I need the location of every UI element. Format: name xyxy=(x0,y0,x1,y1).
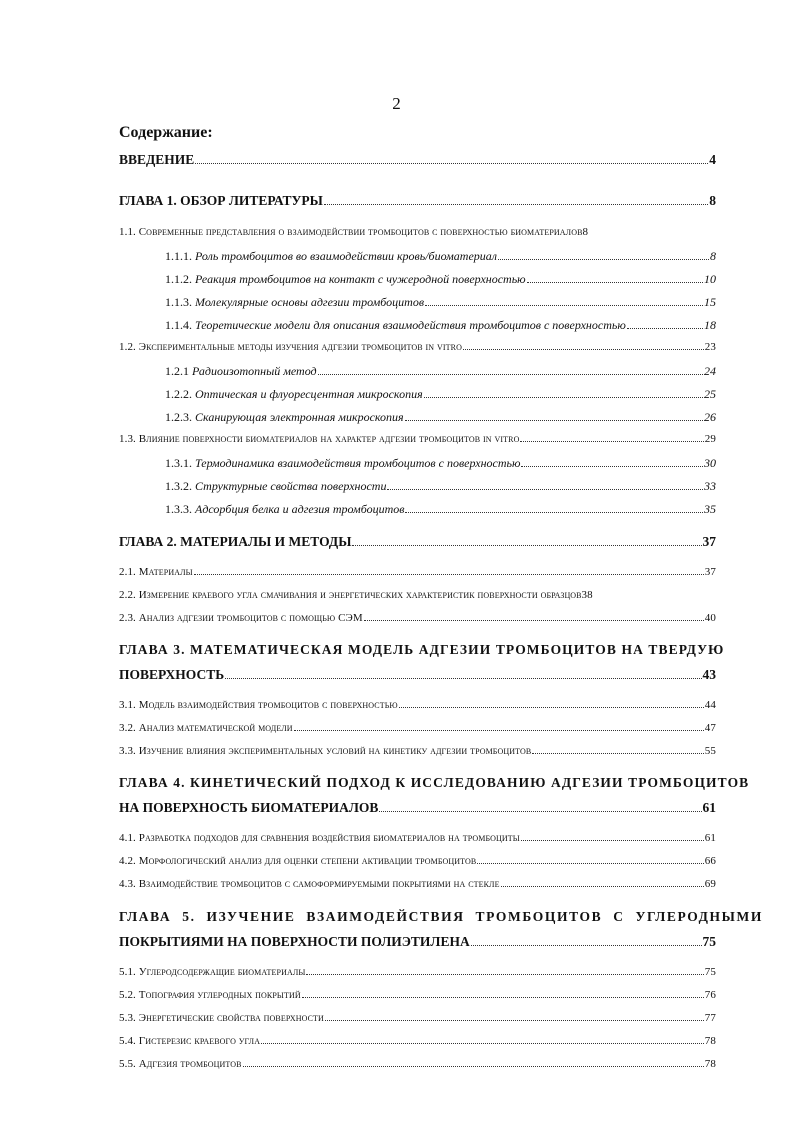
toc-subsection-1-1-2[interactable] xyxy=(165,272,716,287)
toc-chapter-4-line2[interactable] xyxy=(119,800,716,816)
toc-title: 1.1.1. Роль тромбоцитов во взаимодействии кровь/биоматериал xyxy=(165,249,498,263)
toc-page: 37 xyxy=(702,534,716,549)
toc-title: ГЛАВА 2. МАТЕРИАЛЫ И МЕТОДЫ xyxy=(119,534,352,549)
toc-page: 77 xyxy=(704,1012,716,1024)
toc-title: 1.3. Влияние поверхности биоматериалов на характер адгезии тромбоцитов in vitro xyxy=(119,433,520,445)
toc-page: 40 xyxy=(704,612,716,624)
toc-page: 15 xyxy=(704,295,716,309)
toc-title: ГЛАВА 5. ИЗУЧЕНИЕ ВЗАИМОДЕЙСТВИЯ ТРОМБОЦИТОВ С УГЛЕРОДНЫМИ xyxy=(119,909,763,924)
toc-subsection-1-1-3[interactable] xyxy=(165,295,716,310)
toc-page: 30 xyxy=(704,456,716,470)
toc-title: НА ПОВЕРХНОСТЬ БИОМАТЕРИАЛОВ xyxy=(119,800,379,815)
toc-title: 3.1. Модель взаимодействия тромбоцитов с поверхностью xyxy=(119,699,398,711)
toc-chapter-2[interactable] xyxy=(119,534,716,550)
toc-page: 35 xyxy=(704,502,716,516)
toc-chapter-5-line1[interactable] xyxy=(119,909,763,925)
toc-subsection-1-2-3[interactable] xyxy=(165,410,716,425)
toc-title: 5.2. Топография углеродных покрытий xyxy=(119,989,301,1001)
toc-section-2-3[interactable] xyxy=(119,612,716,624)
toc-section-1-2[interactable] xyxy=(119,341,716,353)
toc-page: 75 xyxy=(704,966,716,978)
toc-page: 66 xyxy=(704,855,716,867)
toc-title: 5.3. Энергетические свойства поверхности xyxy=(119,1012,324,1024)
toc-title: 1.1.4. Теоретические модели для описания взаимодействия тромбоцитов с поверхностью xyxy=(165,318,626,332)
toc-title: 1.2.3. Сканирующая электронная микроскопия xyxy=(165,410,404,424)
toc-intro[interactable] xyxy=(119,152,716,168)
toc-subsection-1-1-4[interactable] xyxy=(165,318,716,333)
toc-page: 18 xyxy=(704,318,716,332)
toc-title: 1.2. Экспериментальные методы изучения адгезии тромбоцитов in vitro xyxy=(119,341,462,353)
toc-page: 69 xyxy=(704,878,716,890)
toc-subsection-1-2-2[interactable] xyxy=(165,387,716,402)
toc-page: 55 xyxy=(704,745,716,757)
toc-title: ПОКРЫТИЯМИ НА ПОВЕРХНОСТИ ПОЛИЭТИЛЕНА xyxy=(119,934,470,949)
toc-section-1-1[interactable] xyxy=(119,226,716,238)
toc-title: 2.3. Анализ адгезии тромбоцитов с помощью СЭМ xyxy=(119,612,363,624)
toc-title: 3.3. Изучение влияния экспериментальных условий на кинетику адгезии тромбоцитов xyxy=(119,745,532,757)
toc-page: 29 xyxy=(704,433,716,445)
toc-page: 61 xyxy=(702,800,716,815)
contents-heading: Содержание: xyxy=(119,124,213,141)
toc-page: 37 xyxy=(704,566,716,578)
toc-page: 33 xyxy=(704,479,716,493)
toc-page: 8 xyxy=(709,193,716,208)
toc-page: 10 xyxy=(704,272,716,286)
toc-title: 4.3. Взаимодействие тромбоцитов с самоформируемыми покрытиями на стекле xyxy=(119,878,500,890)
toc-page: 8 xyxy=(710,249,716,263)
toc-title: 4.1. Разработка подходов для сравнения воздействия биоматериалов на тромбоциты xyxy=(119,832,520,844)
toc-title: 1.2.2. Оптическая и флуоресцентная микроскопия xyxy=(165,387,423,401)
page-number: 2 xyxy=(392,94,401,113)
toc-chapter-3-line1[interactable] xyxy=(119,642,725,658)
toc-subsection-1-3-2[interactable] xyxy=(165,479,716,494)
toc-section-5-4[interactable] xyxy=(119,1035,716,1047)
toc-page: 23 xyxy=(704,341,716,353)
toc-section-5-2[interactable] xyxy=(119,989,716,1001)
toc-title: 5.5. Адгезия тромбоцитов xyxy=(119,1058,242,1070)
toc-page: 43 xyxy=(702,667,716,682)
toc-subsection-1-3-3[interactable] xyxy=(165,502,716,517)
toc-page: 25 xyxy=(704,387,716,401)
toc-page: 4 xyxy=(709,152,716,167)
toc-title: ПОВЕРХНОСТЬ xyxy=(119,667,225,682)
toc-title: 1.1.3. Молекулярные основы адгезии тромбоцитов xyxy=(165,295,425,309)
toc-section-3-1[interactable] xyxy=(119,699,716,711)
toc-page: 24 xyxy=(704,364,716,378)
toc-title: 1.3.2. Структурные свойства поверхности xyxy=(165,479,387,493)
toc-chapter-1[interactable] xyxy=(119,193,716,209)
toc-page: 44 xyxy=(704,699,716,711)
toc-title: 5.4. Гистерезис краевого угла xyxy=(119,1035,261,1047)
toc-page: 26 xyxy=(704,410,716,424)
toc-page: 78 xyxy=(704,1058,716,1070)
toc-page: 47 xyxy=(704,722,716,734)
toc-page: 38 xyxy=(581,589,593,601)
toc-title: 5.1. Углеродсодержащие биоматериалы xyxy=(119,966,306,978)
toc-section-3-3[interactable] xyxy=(119,745,716,757)
toc-title: 4.2. Морфологический анализ для оценки степени активации тромбоцитов xyxy=(119,855,477,867)
toc-section-4-3[interactable] xyxy=(119,878,716,890)
toc-title: 1.2.1 Радиоизотопный метод xyxy=(165,364,317,378)
toc-section-2-1[interactable] xyxy=(119,566,716,578)
toc-page: 61 xyxy=(704,832,716,844)
toc-section-4-1[interactable] xyxy=(119,832,716,844)
toc-section-4-2[interactable] xyxy=(119,855,716,867)
toc-page: 76 xyxy=(704,989,716,1001)
toc-page: 75 xyxy=(702,934,716,949)
toc-title: 2.1. Материалы xyxy=(119,566,193,578)
toc-section-3-2[interactable] xyxy=(119,722,716,734)
toc-title: ВВЕДЕНИЕ xyxy=(119,152,195,167)
toc-title: 1.1.2. Реакция тромбоцитов на контакт с чужеродной поверхностью xyxy=(165,272,526,286)
toc-page: 8 xyxy=(582,226,589,238)
toc-chapter-5-line2[interactable] xyxy=(119,934,716,950)
toc-section-1-3[interactable] xyxy=(119,433,716,445)
toc-title: 2.2. Измерение краевого угла смачивания и энергетических характеристик поверхности образцов xyxy=(119,589,582,601)
toc-subsection-1-2-1[interactable] xyxy=(165,364,716,379)
toc-title: 3.2. Анализ математической модели xyxy=(119,722,293,734)
toc-title: 1.3.1. Термодинамика взаимодействия тромбоцитов с поверхностью xyxy=(165,456,521,470)
toc-title: ГЛАВА 3. МАТЕМАТИЧЕСКАЯ МОДЕЛЬ АДГЕЗИИ ТРОМБОЦИТОВ НА ТВЕРДУЮ xyxy=(119,642,725,657)
toc-title: 1.3.3. Адсорбция белка и адгезия тромбоцитов xyxy=(165,502,405,516)
toc-page: 78 xyxy=(704,1035,716,1047)
toc-section-5-1[interactable] xyxy=(119,966,716,978)
toc-chapter-4-line1[interactable] xyxy=(119,775,750,791)
toc-chapter-3-line2[interactable] xyxy=(119,667,716,683)
toc-title: 1.1. Современные представления о взаимодействии тромбоцитов с поверхностью биоматериалов xyxy=(119,226,583,238)
toc-section-5-3[interactable] xyxy=(119,1012,716,1024)
toc-section-2-2[interactable] xyxy=(119,589,716,601)
toc-subsection-1-3-1[interactable] xyxy=(165,456,716,471)
toc-title: ГЛАВА 1. ОБЗОР ЛИТЕРАТУРЫ xyxy=(119,193,323,208)
toc-title: ГЛАВА 4. КИНЕТИЧЕСКИЙ ПОДХОД К ИССЛЕДОВАНИЮ АДГЕЗИИ ТРОМБОЦИТОВ xyxy=(119,775,750,790)
toc-section-5-5[interactable] xyxy=(119,1058,716,1070)
toc-subsection-1-1-1[interactable] xyxy=(165,249,716,264)
